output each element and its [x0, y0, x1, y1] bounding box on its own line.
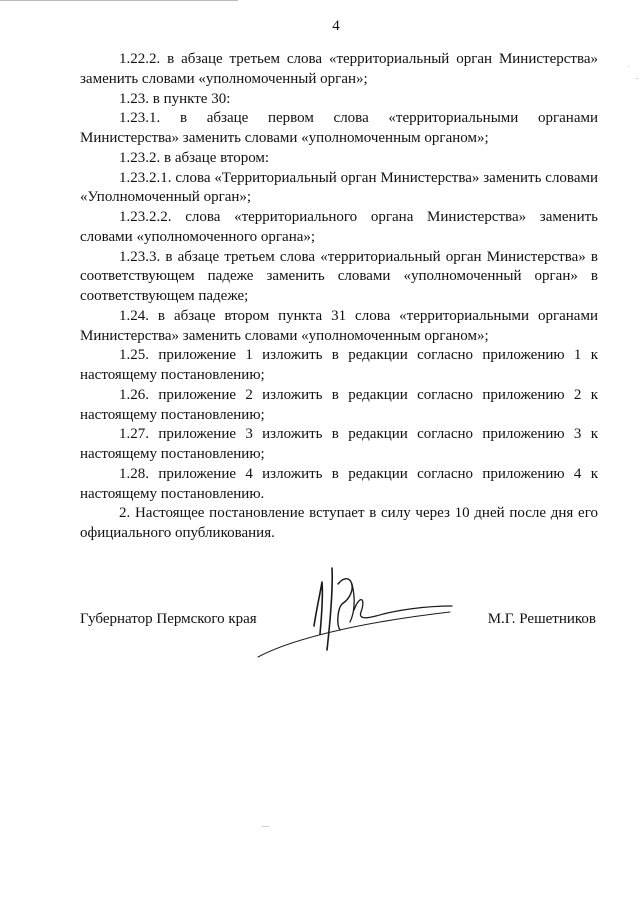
scan-speck	[262, 826, 269, 827]
document-body	[80, 50, 598, 544]
scan-speck	[636, 78, 638, 79]
paragraph-1-25: 1.25. приложение 1 изложить в редакции согласно приложению 1 к настоящему постановлению;	[80, 347, 598, 383]
paragraph-1-23-2-2: 1.23.2.2. слова «территориального органа Министерства» заменить словами «уполномоченного органа»;	[80, 209, 598, 245]
signatory-position: Губернатор Пермского края	[80, 611, 257, 627]
paragraph-1-23-2: 1.23.2. в абзаце втором:	[119, 149, 270, 166]
signatory-name: М.Г. Решетников	[487, 611, 596, 627]
paragraph-1-28: 1.28. приложение 4 изложить в редакции согласно приложению 4 к настоящему постановлению.	[80, 465, 598, 502]
scan-top-rule	[0, 0, 238, 1]
paragraph-2: 2. Настоящее постановление вступает в силу через 10 дней после дня его официального опубликования.	[80, 505, 598, 541]
page-number: 4	[332, 18, 340, 34]
paragraph-1-22-2: 1.22.2. в абзаце третьем слова «территориальный орган Министерства» заменить словами «уполномоченный орган»;	[80, 51, 598, 87]
scan-speck	[628, 66, 629, 67]
paragraph-1-24: 1.24. в абзаце втором пункта 31 слова «территориальными органами Министерства» заменить словами «уполномоченным органом»;	[80, 307, 598, 344]
paragraph-1-26: 1.26. приложение 2 изложить в редакции согласно приложению 2 к настоящему постановлению;	[80, 386, 598, 423]
handwritten-signature	[256, 564, 456, 659]
paragraph-1-23-2-1: 1.23.2.1. слова «Территориальный орган Министерства» заменить словами «Уполномоченный орган»;	[80, 169, 598, 206]
paragraph-1-23: 1.23. в пункте 30:	[119, 90, 231, 107]
paragraph-1-23-1: 1.23.1. в абзаце первом слова «территориальными органами Министерства» заменить словами «уполномоченным органом»;	[80, 110, 598, 146]
signature-block	[80, 598, 598, 658]
paragraph-1-27: 1.27. приложение 3 изложить в редакции согласно приложению 3 к настоящему постановлению;	[80, 426, 598, 462]
paragraph-1-23-3: 1.23.3. в абзаце третьем слова «территориальный орган Министерства» в соответствующем падеже заменить словами «уполномоченный орган» в соответствующем падеже;	[80, 248, 598, 304]
